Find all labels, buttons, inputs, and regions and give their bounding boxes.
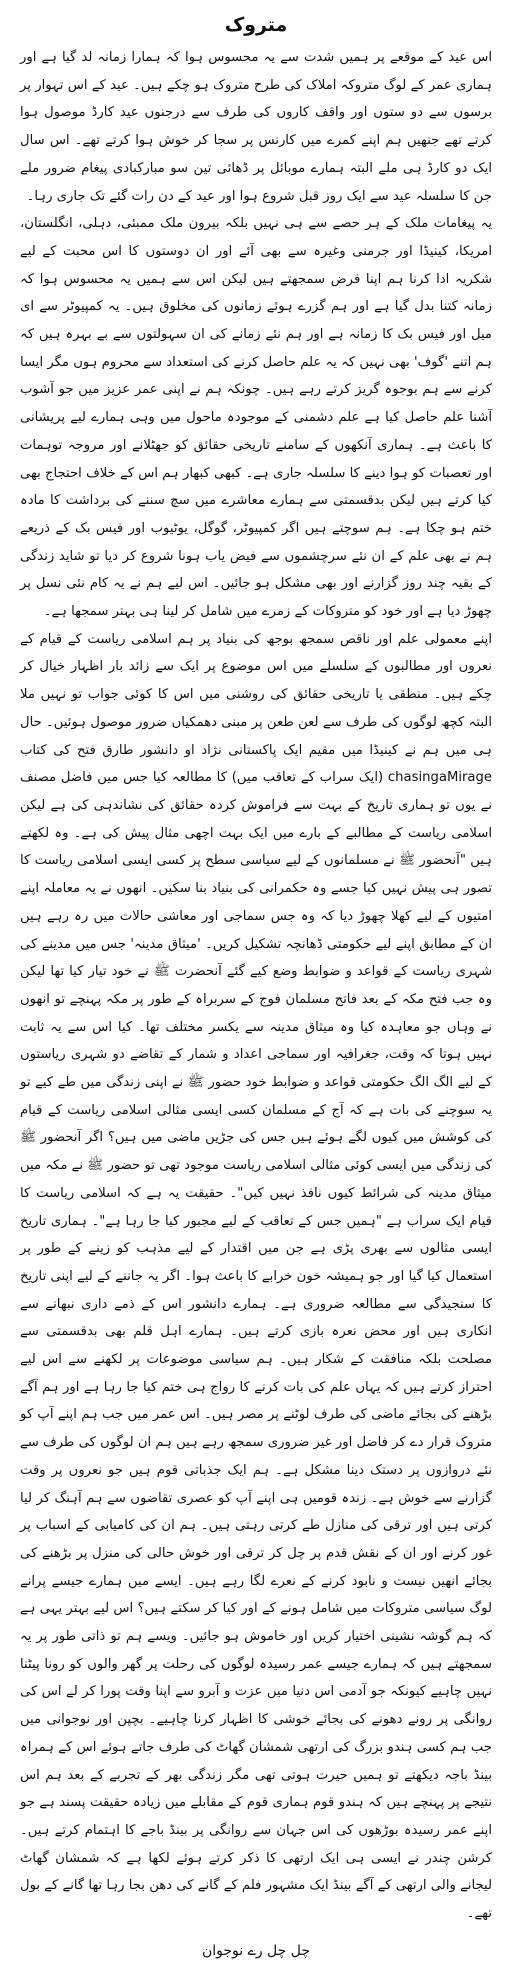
article-paragraph-3: اپنے معمولی علم اور ناقص سمجھ بوجھ کی بنیاد پر ہم اسلامی ریاست کے قیام کے نعروں اور مطالبوں کے سلسلے میں اس موضوع پر ایک سے زائد بار اظہار خیال کر چکے ہیں۔ منطقی یا تاریخی حقائق کی روشنی میں اس کا کوئی جواب تو نہیں ملا البتہ کچھ لوگوں کی طرف سے لعن طعن پر مبنی دھمکیاں ضرور موصول ہوئیں۔ حال ہی میں ہم نے کینیڈا میں مقیم ایک پاکستانی نژاد او دانشور طارق فتح کی کتاب chasingaMirage (ایک سراب کے تعاقب میں) کا مطالعہ کیا جس میں فاضل مصنف نے یوں تو ہماری تاریخ کے بہت سے فراموش کردہ حقائق کی نشاندہی کی ہے لیکن اسلامی ریاست کے مطالبے کے بارے میں ایک بہت اچھی مثال پیش کی ہے۔ وہ لکھتے ہیں "آنحضور ﷺ نے مسلمانوں کے لیے سیاسی سطح پر کسی ایسی اسلامی ریاست کا تصور ہی پیش نہیں کیا جسے وہ حکمرانی کی بنیاد بنا سکیں۔ انھوں نے یہ معاملہ اپنے امتیوں کے لیے کھلا چھوڑ دیا کہ وہ جس سماجی اور معاشی حالات میں رہ رہے ہیں ان کے مطابق اپنے لیے حکومتی ڈھانچہ تشکیل کریں۔ 'میثاق مدینہ' جس میں مدینے کی شہری ریاست کے قواعد و ضوابط وضع کیے گئے آنحضرت ﷺ نے خود تیار کیا تھا لیکن وہ جب فتح مکہ کے بعد فاتح مسلمان فوج کے سربراہ کے طور پر مکہ پہنچے تو انھوں نے وہاں جو معاہدہ کیا وہ میثاق مدینہ سے یکسر مختلف تھا۔ کیا اس سے یہ ثابت نہیں ہوتا کہ وقت، جغرافیہ اور سماجی اعداد و شمار کے تقاضے دو شہری ریاستوں کے لیے الگ الگ حکومتی قواعد و ضوابط خود حضور ﷺ نے اپنی زندگی میں طے کیے تو یہ سوچنے کی بات ہے کہ آج کے مسلمان کسی ایسی مثالی اسلامی ریاست کے قیام کی کوشش میں کیوں لگے ہوئے ہیں جس کی جڑیں ماضی میں ہیں؟ اگر آنحضور ﷺ کی زندگی میں ایسی کوئی مثالی اسلامی ریاست موجود تھی تو حضور ﷺ نے مکہ میں میثاق مدینہ کی شرائط کیوں نافذ نہیں کیں"۔ حقیقت یہ ہے کہ اسلامی ریاست کا قیام ایک سراب ہے "ہمیں جس کے تعاقب کے لیے مجبور کیا جا رہا ہے"۔ ہماری تاریخ ایسی مثالوں سے بھری پڑی ہے جن میں اقتدار کے لیے مذہب کو زینے کے طور پر استعمال کیا گیا اور جو ہمیشہ خون خرابے کا باعث ہوا۔ اگر یہ جاننے کے لیے اپنی تاریخ کا سنجیدگی سے مطالعہ ضروری ہے۔ ہمارے دانشور اس کے ذمے داری نبھانے سے انکاری ہیں اور محض نعرہ بازی کرتے ہیں۔ ہمارے اہل قلم بھی بدقسمتی سے مصلحت بلکہ منافقت کے شکار ہیں۔ ہم سیاسی موضوعات پر لکھنے سے اس لیے احتراز کرتے ہیں کہ یہاں علم کی بات کرنے کا رواج ہی ختم کیا جا رہا ہے اور ہم آگے بڑھنے کی بجائے ماضی کی طرف لوٹنے پر مصر ہیں۔ اس عمر میں جب ہم اپنے آپ کو متروک قرار دے کر فاضل اور غیر ضروری سمجھ رہے ہیں ہم ان لوگوں کی طرف سے نئے دروازوں پر دستک دینا مشکل ہے۔ ہم ایک جذباتی قوم ہیں جو نعروں پر وقت گزارنے سے خوش ہے۔ زندہ قومیں ہی اپنے آپ کو عصری تقاضوں سے ہم آہنگ کر لیا کرتی ہیں اور ترقی کی منازل طے کرتی رہتی ہیں۔ ہم ان کی کامیابی کے اسباب پر غور کرنے اور ان کے نقش قدم پر چل کر ترقی اور خوش حالی کی منزل پر بڑھنے کی بجائے انھیں نیست و نابود کرنے کے نعرے لگا رہے ہیں۔ ایسے میں ہمارے جیسے پرانے لوگ سیاسی متروکات میں شامل ہونے کے اور کیا کر سکتے ہیں؟ اس لیے بہتر یہی ہے کہ ہم گوشہ نشینی اختیار کریں اور خاموش ہو جائیں۔ ویسے ہم تو ذاتی طور پر یہ سمجھتے ہیں کہ ہمارے جیسے عمر رسیدہ لوگوں کی رحلت پر گھر والوں کو رونا پیٹنا نہیں چاہیے کیونکہ جو آدمی اس دنیا میں عزت و آبرو سے اپنا وقت پورا کر لے اس کی روانگی پر رونے دھونے کی بجائے خوشی کا اظہار کرنا چاہیے۔ بچپن اور نوجوانی میں جب ہم کسی ہندو بزرگ کی ارتھی شمشان گھاٹ کی طرف جاتے ہوئے اس کے ہمراہ بینڈ باجہ دیکھتے تو ہمیں حیرت ہوتی تھی مگر زندگی بھر کے تجربے کے بعد ہم اس نتیجے پر پہنچے ہیں کہ ہندو قوم ہماری قوم کے مقابلے میں زیادہ حقیقت پسند ہے جو اپنے عمر رسیدہ بوڑھوں کی اس جہان سے روانگی پر بینڈ باجے کا اہتمام کرتے ہیں۔ کرشن چندر نے ایسی ہی ایک ارتھی کا ذکر کرتے ہوئے لکھا ہے کہ شمشان گھاٹ لیجانے والی ارتھی کے آگے بینڈ ایک مشہور فلم کے گانے کی دھن بجا رہا تھا گانے کے بول تھے۔ (20, 631, 492, 1922)
article-paragraph-1: اس عید کے موقعے پر ہمیں شدت سے یہ محسوس ہوا کہ ہمارا زمانہ لد گیا ہے اور ہماری عمر کے لوگ متروکہ املاک کی طرح متروک ہو چکے ہیں۔ عید کے اس تہوار پر برسوں سے دو ستوں اور واقف کاروں کی طرف سے درجنوں عید کارڈ موصول ہوا کرتے تھے جنھیں ہم اپنے کمرے میں کارنس پر سجا کر خوش ہوا کرتے تھے۔ اس سال ایک دو کارڈ ہی ملے البتہ ہمارے موبائل پر ڈھائی تین سو مبارکبادی پیغام ضرور ملے جن کا سلسلہ عید سے ایک روز قبل شروع ہوا اور عید کے دن رات گئے تک جاری رہا۔ (20, 50, 492, 204)
article-title: متروک (224, 14, 288, 36)
article-signoff: چل چل رے نوجوان (201, 1942, 310, 1959)
article-paragraph-2: یہ پیغامات ملک کے ہر حصے سے ہی نہیں بلکہ بیرون ملک ممبئی، دہلی، انگلستان، امریکا، کینیڈا اور جرمنی وغیرہ سے بھی آئے اور ان دوستوں کا اس محبت کے لیے شکریہ ادا کرنا ہم اپنا فرض سمجھتے ہیں لیکن اس سے ہمیں یہ محسوس ہوا کہ زمانہ کتنا بدل گیا ہے اور ہم گزرے ہوئے زمانوں کی مخلوق ہیں۔ یہ کمپیوٹر سے ای میل اور فیس بک کا زمانہ ہے اور ہم نئے زمانے کی ان سہولتوں سے بے بہرہ ہیں کہ ہم اتنے 'گوف' بھی نہیں کہ یہ علم حاصل کرنے کی استعداد سے محروم ہوں مگر ایسا کرنے سے ہم بوجوہ گریز کرتے رہے ہیں۔ چونکہ ہم نے اپنی عمر عزیز میں جو آشوب آشنا علم حاصل کیا ہے علم دشمنی کے موجودہ ماحول میں وہی ہمارے لیے پریشانی کا باعث ہے۔ ہماری آنکھوں کے سامنے تاریخی حقائق کو جھٹلانے اور مروجہ توہمات اور تعصبات کو ہوا دینے کا سلسلہ جاری ہے۔ کبھی کبھار ہم اس کے خلاف احتجاج بھی کیا کرتے ہیں لیکن بدقسمتی سے ہمارے معاشرے میں سچ سننے کی برداشت کا مادہ ختم ہو چکا ہے۔ ہم سوچتے ہیں اگر کمپیوٹر، گوگل، یوٹیوب اور فیس بک کے ذریعے ہم نے بھی علم کے ان نئے سرچشموں سے فیض یاب ہونا شروع کر دیا تو شاید زندگی کے بقیہ چند روز گزارنے اور بھی مشکل ہو جائیں۔ اس لیے ہم نے یہ کام نئی نسل پر چھوڑ دیا ہے اور خود کو متروکات کے زمرے میں شامل کر لینا ہی بہتر سمجھا ہے۔ (20, 216, 492, 620)
